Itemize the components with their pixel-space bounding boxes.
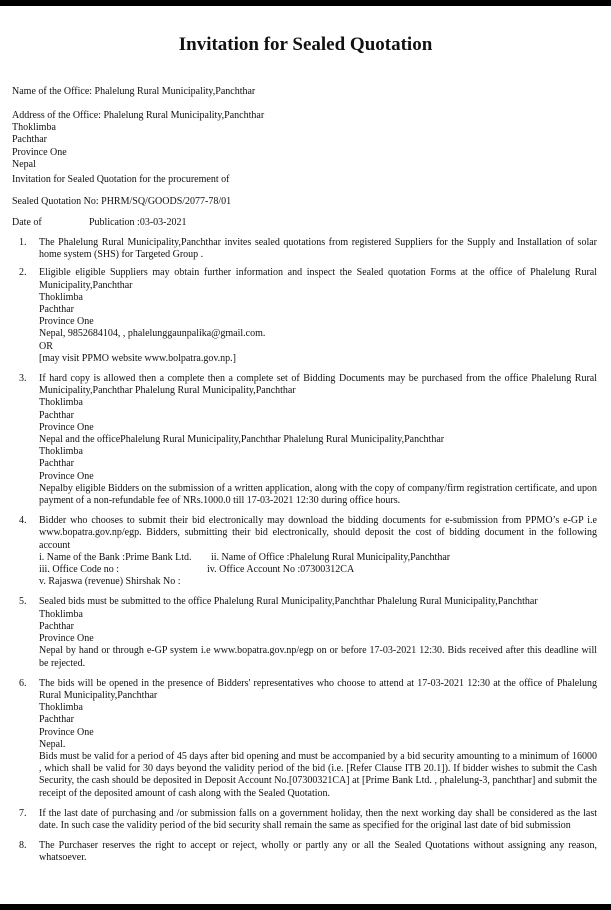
- item-number: 7.: [19, 807, 27, 819]
- item-line: Pachthar: [39, 458, 74, 470]
- item-line: [may visit PPMO website www.bolpatra.gov.np.]: [39, 352, 237, 364]
- item-line: Pachthar: [39, 304, 74, 316]
- item-line: Province One: [39, 726, 94, 738]
- term-item-3: [0, 373, 611, 507]
- item-text: The Purchaser reserves the right to accept or reject, wholly or partly any or all the Sealed Quotations without assigning any reason, whatsoever.: [39, 840, 597, 864]
- date-value: Publication :03-03-2021: [89, 217, 187, 228]
- item-text: Eligible eligible Suppliers may obtain further information and inspect the Sealed quotation Forms at the office of Phalelung Rural Municipality,Panchthar: [39, 267, 597, 291]
- bank-account-number: iv. Office Account No :07300312CA: [207, 564, 355, 576]
- item-number: 2.: [19, 267, 27, 279]
- item-line: Pachthar: [39, 714, 74, 726]
- item-line: Province One: [39, 421, 94, 433]
- bank-row: [39, 552, 597, 564]
- item-line: Thoklimba: [39, 397, 83, 409]
- item-text: The Phalelung Rural Municipality,Panchthar invites sealed quotations from registered Suppliers for the Supply and Installation of solar home system (SHS) for Targeted Group .: [39, 237, 597, 261]
- term-item-8: [0, 840, 611, 864]
- item-line: Province One: [39, 470, 94, 482]
- item-number: 1.: [19, 237, 27, 248]
- item-tail-text: Nepal by hand or through e-GP system i.e www.bopatra.gov.np/egp on or before 17-03-2021 12:30. Bids received after this deadline will be rejected.: [39, 645, 597, 669]
- item-line: Nepal.: [39, 738, 66, 750]
- item-line: Thoklimba: [39, 291, 83, 303]
- terms-list: [0, 237, 611, 865]
- item-number: 8.: [19, 840, 27, 852]
- item-line: OR: [39, 340, 53, 352]
- item-tail-text: Nepalby eligible Bidders on the submission of a written application, along with the copy of company/firm registration certificate, and upon payment of a non-refundable fee of NRs.1000.0 till 17-03-2021 12:30 during office hours.: [39, 482, 597, 507]
- office-address-block: [12, 110, 264, 171]
- term-item-4: [0, 515, 611, 588]
- item-line: Pachthar: [39, 620, 74, 632]
- date-label: Date of: [12, 217, 42, 228]
- term-item-5: [0, 596, 611, 669]
- item-number: 6.: [19, 677, 27, 689]
- item-text: If the last date of purchasing and /or submission falls on a government holiday, then the next working day shall be considered as the last date. In such case the validity period of the bid security shall remain the same as specified for the original last date of bid submission: [39, 807, 597, 831]
- address-line: Pachthar: [12, 134, 47, 146]
- item-number: 4.: [19, 515, 27, 527]
- item-line: Thoklimba: [39, 702, 83, 714]
- bank-row: [39, 564, 597, 576]
- item-line: Thoklimba: [39, 608, 83, 620]
- office-name-line: Name of the Office: Phalelung Rural Municipality,Panchthar: [12, 86, 256, 97]
- publication-date-line: [12, 217, 187, 229]
- address-line: Nepal: [12, 158, 36, 170]
- address-line: Province One: [12, 146, 67, 158]
- quotation-number-line: Sealed Quotation No: PHRM/SQ/GOODS/2077-78/01: [12, 196, 232, 207]
- item-text: If hard copy is allowed then a complete then a complete set of Bidding Documents may be purchased from the office Phalelung Rural Municipality,Panchthar Phalelung Rural Municipality,Panchthar: [39, 373, 597, 397]
- address-line: Thoklimba: [12, 122, 56, 134]
- term-item-2: [0, 267, 611, 365]
- item-number: 3.: [19, 373, 27, 385]
- bank-name: i. Name of the Bank :Prime Bank Ltd.: [39, 551, 192, 563]
- top-border: [0, 0, 611, 6]
- item-tail-text: Bids must be valid for a period of 45 days after bid opening and must be accompanied by a bid security amounting to a minimum of 16000 , which shall be valid for 30 days beyond the validity period of the bid (i.e. [Refer Clause ITB 20.1]). If bidder wishes to submit the Cash Security, the cash should be deposited in Deposit Account No.[07300321CA] at [Prime Bank Ltd. , phalelung-3, panchthar] and submit the receipt of the deposited amount of cash along with the Sealed Quotation.: [39, 750, 597, 799]
- term-item-7: [0, 808, 611, 832]
- page-title: Invitation for Sealed Quotation: [178, 34, 433, 55]
- item-text: The bids will be opened in the presence of Bidders' representatives who choose to attend at 17-03-2021 12:30 at the office of Phalelung Rural Municipality,Panchthar: [39, 677, 597, 701]
- item-text: Sealed bids must be submitted to the office Phalelung Rural Municipality,Panchthar Phalelung Rural Municipality,Panchthar: [39, 596, 538, 608]
- procurement-line: Invitation for Sealed Quotation for the procurement of: [12, 174, 230, 185]
- item-line: Nepal, 9852684104, , phalelunggaunpalika@gmail.com.: [39, 328, 266, 340]
- item-line: Province One: [39, 633, 94, 645]
- term-item-1: [0, 237, 611, 261]
- address-line: Address of the Office: Phalelung Rural Municipality,Panchthar: [12, 110, 265, 121]
- item-line: Nepal and the officePhalelung Rural Municipality,Panchthar Phalelung Rural Municipality,Panchthar: [39, 434, 445, 446]
- item-line: Province One: [39, 316, 94, 328]
- bank-office-code: iii. Office Code no :: [39, 564, 120, 576]
- item-line: Pachthar: [39, 409, 74, 421]
- term-item-6: [0, 678, 611, 800]
- item-number: 5.: [19, 596, 27, 608]
- bottom-border: [0, 904, 611, 910]
- bank-office-name: ii. Name of Office :Phalelung Rural Municipality,Panchthar: [211, 551, 451, 563]
- item-line: Thoklimba: [39, 446, 83, 458]
- bank-revenue-heading: v. Rajaswa (revenue) Shirshak No :: [39, 576, 181, 588]
- item-text: Bidder who chooses to submit their bid electronically may download the bidding documents for e-submission from PPMO’s e-GP i.e www.bopatra.gov.np/egp. Bidders, submitting their bid electronically, should deposit the cost of bidding document in the following account: [39, 515, 597, 551]
